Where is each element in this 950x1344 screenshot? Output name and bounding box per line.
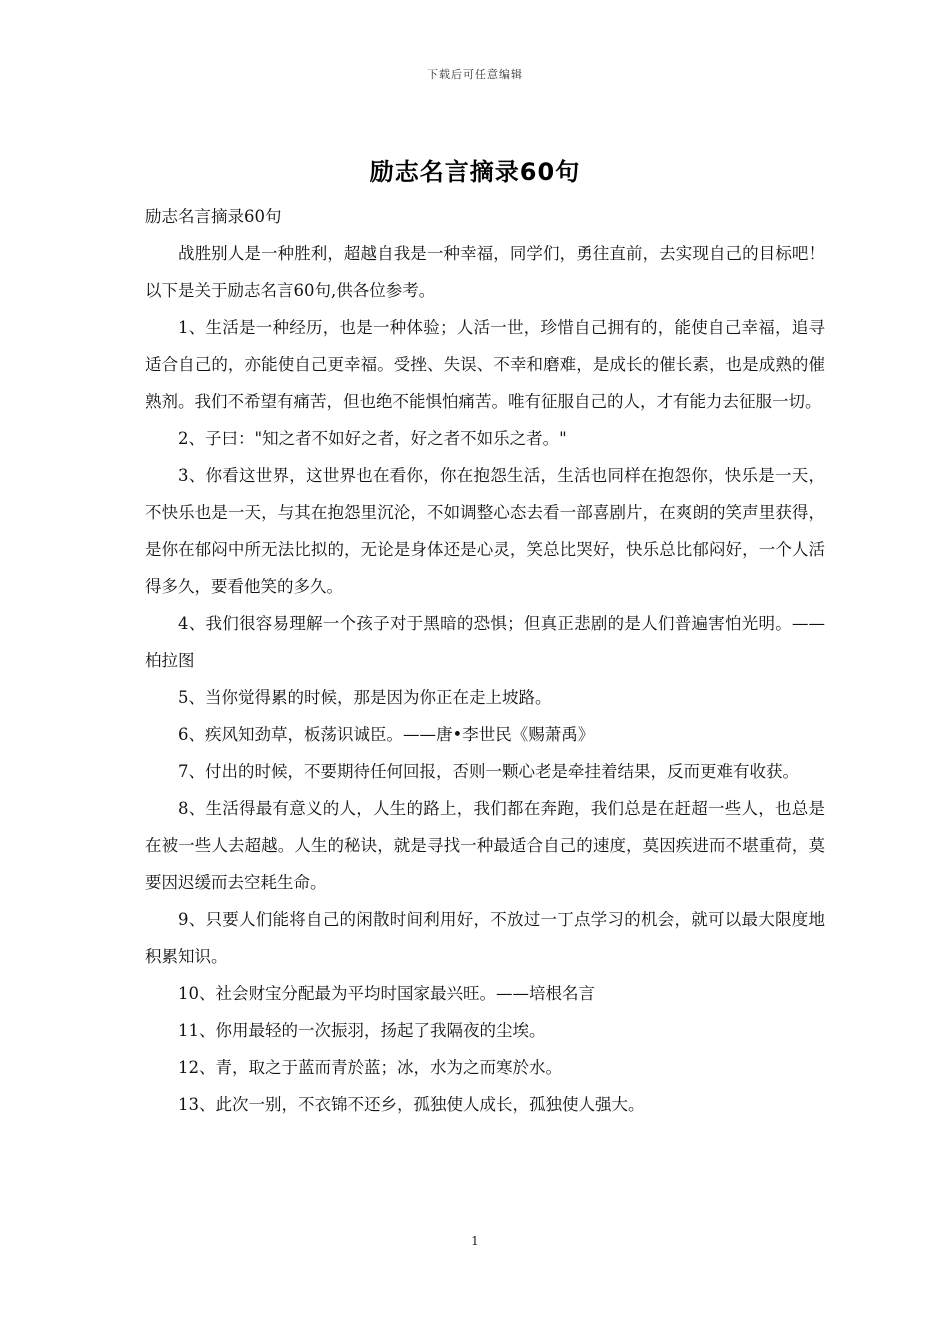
page-number: 1 — [471, 1234, 479, 1248]
document-subtitle: 励志名言摘录60句 — [145, 207, 282, 226]
paragraph-quote-11: 11、你用最轻的一次振羽，扬起了我隔夜的尘埃。 — [178, 1021, 546, 1040]
document-body — [145, 198, 825, 1123]
header-note: 下载后可任意编辑 — [427, 68, 523, 81]
paragraph-quote-1: 1、生活是一种经历，也是一种体验；人活一世，珍惜自己拥有的，能使自己幸福，追寻适合自己的，亦能使自己更幸福。受挫、失误、不幸和磨难，是成长的催长素，也是成熟的催熟剂。我们不希望有痛苦，但也绝不能惧怕痛苦。唯有征服自己的人，才有能力去征服一切。 — [145, 318, 825, 411]
paragraph-quote-8: 8、生活得最有意义的人，人生的路上，我们都在奔跑，我们总是在赶超一些人，也总是在被一些人去超越。人生的秘诀，就是寻找一种最适合自己的速度，莫因疾进而不堪重荷，莫要因迟缓而去空耗生命。 — [145, 799, 825, 892]
paragraph-quote-7: 7、付出的时候，不要期待任何回报，否则一颗心老是牵挂着结果，反而更难有收获。 — [178, 762, 799, 781]
paragraph-quote-2: 2、子曰："知之者不如好之者，好之者不如乐之者。" — [178, 429, 567, 448]
paragraph-quote-5: 5、当你觉得累的时候，那是因为你正在走上坡路。 — [178, 688, 552, 707]
paragraph-intro: 战胜别人是一种胜利，超越自我是一种幸福，同学们，勇往直前，去实现自己的目标吧！以下是关于励志名言60句,供各位参考。 — [145, 244, 825, 300]
paragraph-quote-4: 4、我们很容易理解一个孩子对于黑暗的恐惧；但真正悲剧的是人们普遍害怕光明。——柏拉图 — [145, 614, 825, 670]
paragraph-quote-10: 10、社会财宝分配最为平均时国家最兴旺。——培根名言 — [178, 984, 595, 1003]
paragraph-quote-3: 3、你看这世界，这世界也在看你，你在抱怨生活，生活也同样在抱怨你，快乐是一天，不快乐也是一天，与其在抱怨里沉沦，不如调整心态去看一部喜剧片，在爽朗的笑声里获得，是你在郁闷中所无法比拟的，无论是身体还是心灵，笑总比哭好，快乐总比郁闷好，一个人活得多久，要看他笑的多久。 — [145, 466, 825, 596]
paragraph-quote-13: 13、此次一别，不衣锦不还乡，孤独使人成长，孤独使人强大。 — [178, 1095, 645, 1114]
document-title: 励志名言摘录60句 — [369, 158, 581, 186]
paragraph-quote-6: 6、疾风知劲草，板荡识诚臣。——唐•李世民《赐萧禹》 — [178, 725, 595, 744]
paragraph-quote-12: 12、青，取之于蓝而青於蓝；冰，水为之而寒於水。 — [178, 1058, 562, 1077]
paragraph-quote-9: 9、只要人们能将自己的闲散时间利用好，不放过一丁点学习的机会，就可以最大限度地积累知识。 — [145, 910, 825, 966]
